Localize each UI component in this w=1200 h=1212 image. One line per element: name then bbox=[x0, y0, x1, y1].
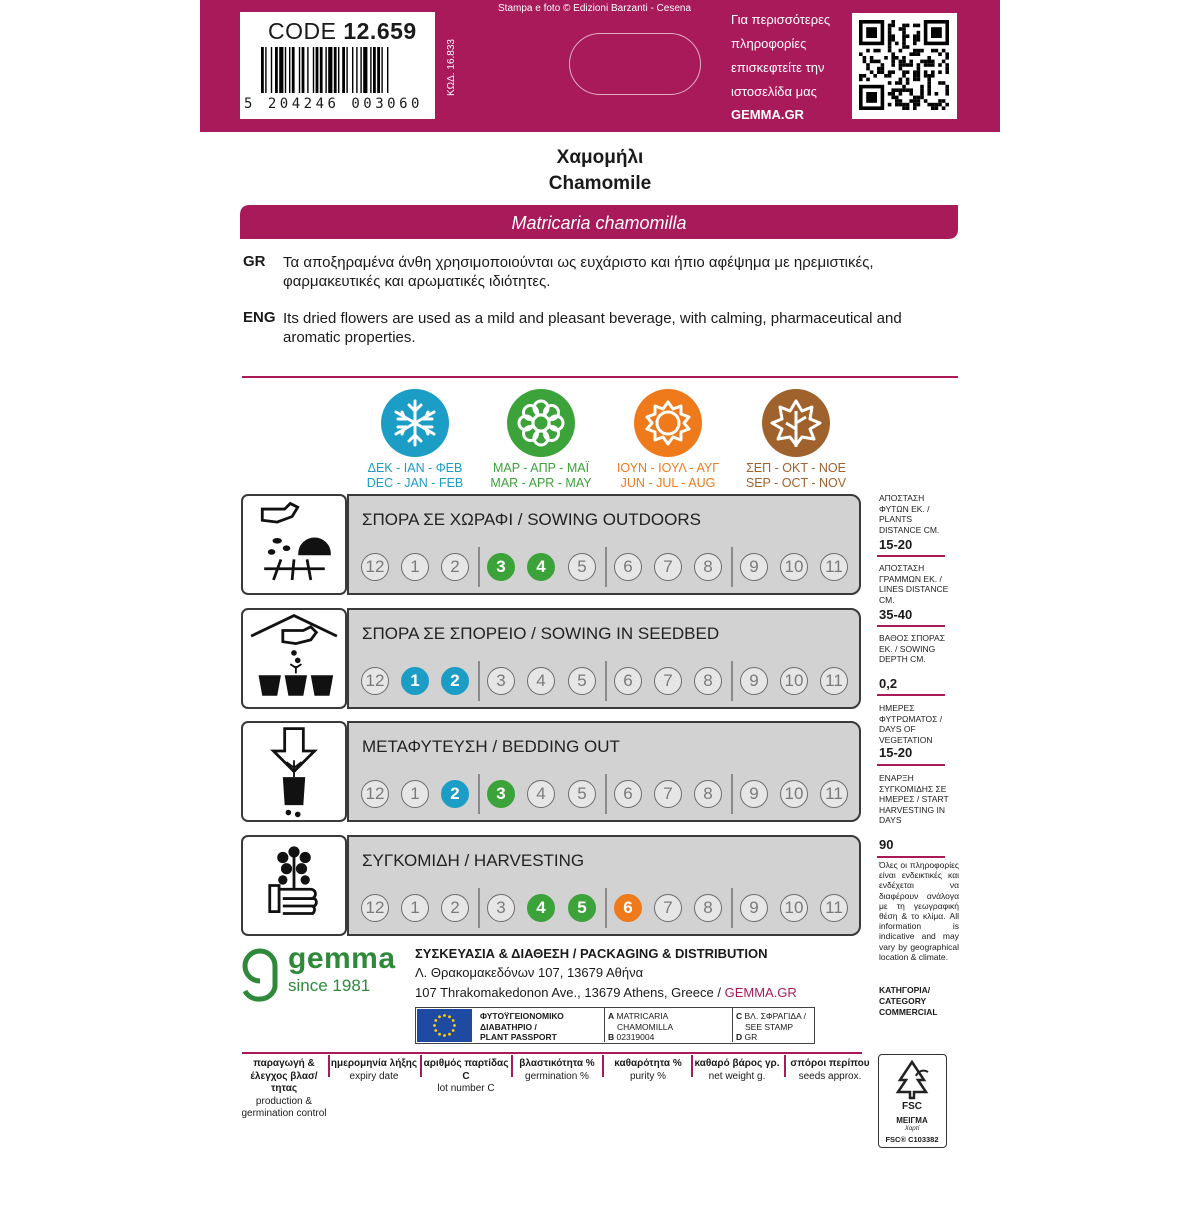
leaf-icon bbox=[762, 389, 830, 457]
title-greek: Χαμομήλι bbox=[556, 147, 644, 168]
month-3: 3 bbox=[487, 553, 515, 581]
month-1: 1 bbox=[401, 667, 429, 695]
month-group-divider bbox=[731, 547, 733, 587]
info-line: πληροφορίες bbox=[731, 36, 807, 51]
divider bbox=[420, 1055, 422, 1077]
month-group-divider bbox=[478, 774, 480, 814]
divider bbox=[877, 856, 945, 858]
month-11: 11 bbox=[820, 553, 848, 581]
latin-name: Matricaria chamomilla bbox=[511, 213, 687, 233]
side-data-value: 15-20 bbox=[879, 745, 913, 760]
month-6: 6 bbox=[614, 553, 642, 581]
season-label-gr: ΙΟΥΝ - ΙΟΥΛ - ΑΥΓ bbox=[616, 461, 720, 475]
snowflake-icon bbox=[381, 389, 449, 457]
month-2: 2 bbox=[441, 894, 469, 922]
month-6: 6 bbox=[614, 780, 642, 808]
description-gr: Τα αποξηραμένα άνθη χρησιμοποιούνται ως ευχάριστο και ήπιο αφέψημα με ηρεμιστικές, φαρμακευτικές και αρωματικές ιδιότητες. bbox=[283, 254, 874, 290]
brand-since: since 1981 bbox=[288, 976, 371, 995]
harvesting-icon bbox=[241, 835, 347, 936]
month-11: 11 bbox=[820, 894, 848, 922]
qr-code-icon[interactable] bbox=[852, 13, 957, 119]
month-group-divider bbox=[605, 661, 607, 701]
month-5: 5 bbox=[568, 553, 596, 581]
fsc-label: FSC ΜΕΙΓΜΑ Χαρτί FSC® C103382 bbox=[878, 1054, 947, 1148]
month-group-divider bbox=[605, 547, 607, 587]
brand-name: gemma bbox=[288, 942, 396, 975]
month-9: 9 bbox=[740, 667, 768, 695]
passport-c: C ΒΛ. ΣΦΡΑΓΙΔΑ / SEE STAMP D GR bbox=[736, 1011, 806, 1042]
month-group-divider bbox=[478, 547, 480, 587]
month-8: 8 bbox=[694, 553, 722, 581]
package-window bbox=[569, 33, 701, 95]
month-5: 5 bbox=[568, 667, 596, 695]
printer-credit: Stampa e foto © Edizioni Barzanti - Cesena bbox=[498, 3, 692, 14]
barcode-icon bbox=[261, 47, 429, 95]
sowing-outdoors-icon bbox=[241, 494, 347, 595]
divider bbox=[242, 1052, 862, 1054]
batch-info-column: βλαστικότητα % germination % bbox=[519, 1058, 595, 1082]
month-3: 3 bbox=[487, 894, 515, 922]
calendar-row-title: ΣΠΟΡΑ ΣΕ ΧΩΡΑΦΙ / SOWING OUTDOORS bbox=[362, 510, 701, 529]
side-data-label: ΑΠΟΣΤΑΣΗ ΦΥΤΩΝ ΕΚ. / PLANTS DISTANCE CM. bbox=[879, 493, 940, 535]
divider bbox=[328, 1055, 330, 1077]
month-12: 12 bbox=[361, 553, 389, 581]
season-label-gr: ΣΕΠ - ΟΚΤ - ΝΟΕ bbox=[746, 461, 846, 475]
month-7: 7 bbox=[654, 894, 682, 922]
side-data-value: 0,2 bbox=[879, 676, 898, 691]
category-label: ΚΑΤΗΓΟΡΙΑ/ CATEGORY COMMERCIAL bbox=[879, 985, 938, 1017]
month-group-divider bbox=[605, 888, 607, 928]
month-10: 10 bbox=[780, 553, 808, 581]
gemma-logo-icon bbox=[240, 947, 280, 1003]
month-8: 8 bbox=[694, 667, 722, 695]
month-1: 1 bbox=[401, 780, 429, 808]
calendar-row-title: ΜΕΤΑΦΥΤΕΥΣΗ / BEDDING OUT bbox=[362, 737, 620, 756]
month-group-divider bbox=[731, 888, 733, 928]
month-4: 4 bbox=[527, 667, 555, 695]
season-label-en: JUN - JUL - AUG bbox=[620, 476, 716, 490]
season-label-en: SEP - OCT - NOV bbox=[745, 476, 847, 490]
season-label-gr: ΔΕΚ - ΙΑΝ - ΦΕΒ bbox=[367, 461, 463, 475]
batch-info-column: καθαρότητα % purity % bbox=[614, 1058, 682, 1082]
calendar-row-title: ΣΠΟΡΑ ΣΕ ΣΠΟΡΕΙΟ / SOWING IN SEEDBED bbox=[362, 624, 720, 643]
description-en: Its dried flowers are used as a mild and pleasant beverage, with calming, pharmaceutical and aromatic properties. bbox=[283, 310, 902, 346]
side-data-label: ΑΠΟΣΤΑΣΗ ΓΡΑΜΜΩΝ ΕΚ. / LINES DISTANCE CM. bbox=[879, 563, 949, 605]
month-2: 2 bbox=[441, 667, 469, 695]
divider bbox=[242, 376, 958, 378]
side-note: Όλες οι πληροφορίες είναι ενδεικτικές και ενδέχεται να διαφέρουν ανάλογα με τη γεωγραφική θέση & το κλίμα. All information is indicative and may vary by geographical location & climate. bbox=[879, 860, 959, 962]
address-greek: Λ. Θρακομακεδόνων 107, 13679 Αθήνα bbox=[415, 965, 644, 980]
info-line: επισκεφτείτε την bbox=[731, 60, 825, 75]
side-data-label: ΗΜΕΡΕΣ ΦΥΤΡΩΜΑΤΟΣ / DAYS OF VEGETATION bbox=[879, 703, 943, 745]
batch-info-column: ημερομηνία λήξης expiry date bbox=[330, 1058, 418, 1082]
product-code: CODE 12.659 bbox=[268, 18, 417, 44]
lang-label-en: ENG bbox=[243, 309, 276, 326]
month-6: 6 bbox=[614, 894, 642, 922]
month-7: 7 bbox=[654, 667, 682, 695]
month-4: 4 bbox=[527, 780, 555, 808]
month-4: 4 bbox=[527, 553, 555, 581]
month-8: 8 bbox=[694, 894, 722, 922]
month-group-divider bbox=[478, 661, 480, 701]
side-data-value: 35-40 bbox=[879, 607, 913, 622]
month-12: 12 bbox=[361, 780, 389, 808]
website-link[interactable]: GEMMA.GR bbox=[731, 107, 804, 122]
month-6: 6 bbox=[614, 667, 642, 695]
passport-a: A MATRICARIA CHAMOMILLA B 02319004 bbox=[608, 1011, 674, 1042]
month-10: 10 bbox=[780, 667, 808, 695]
month-11: 11 bbox=[820, 780, 848, 808]
side-data-value: 15-20 bbox=[879, 537, 913, 552]
packaging-title: ΣΥΣΚΕΥΑΣΙΑ & ΔΙΑΘΕΣΗ / PACKAGING & DISTRIBUTION bbox=[415, 946, 768, 961]
info-line: Για περισσότερες bbox=[731, 12, 831, 27]
flower-icon bbox=[507, 389, 575, 457]
ean-number: 5 204246 003060 bbox=[244, 96, 423, 112]
month-group-divider bbox=[605, 774, 607, 814]
season-label-en: MAR - APR - MAY bbox=[490, 476, 592, 490]
month-group-divider bbox=[731, 661, 733, 701]
divider bbox=[877, 555, 945, 557]
sun-icon bbox=[634, 389, 702, 457]
batch-info-column: αριθμός παρτίδας C lot number C bbox=[423, 1058, 509, 1094]
side-data-label: ΒΑΘΟΣ ΣΠΟΡΑΣ ΕΚ. / SOWING DEPTH CM. bbox=[879, 633, 945, 664]
side-data-value: 90 bbox=[879, 837, 894, 852]
divider bbox=[784, 1055, 786, 1077]
month-12: 12 bbox=[361, 667, 389, 695]
month-8: 8 bbox=[694, 780, 722, 808]
month-1: 1 bbox=[401, 553, 429, 581]
address-english: 107 Thrakomakedonon Ave., 13679 Athens, Greece / GEMMA.GR bbox=[415, 985, 797, 1000]
month-9: 9 bbox=[740, 780, 768, 808]
month-2: 2 bbox=[441, 780, 469, 808]
plant-passport bbox=[415, 1007, 815, 1044]
info-line: ιστοσελίδα μας bbox=[731, 84, 817, 99]
passport-title: ΦΥΤΟΫΓΕΙΟΝΟΜΙΚΟ ΔΙΑΒΑΤΗΡΙΟ / PLANT PASSPORT bbox=[480, 1011, 564, 1042]
month-group-divider bbox=[731, 774, 733, 814]
month-5: 5 bbox=[568, 780, 596, 808]
batch-info-column: καθαρό βάρος γρ. net weight g. bbox=[694, 1058, 780, 1082]
website-link[interactable]: GEMMA.GR bbox=[724, 985, 797, 1000]
kod-code: ΚΩΔ. 16.833 bbox=[446, 39, 457, 96]
month-1: 1 bbox=[401, 894, 429, 922]
month-4: 4 bbox=[527, 894, 555, 922]
month-10: 10 bbox=[780, 780, 808, 808]
seedbed-icon bbox=[241, 608, 347, 709]
month-group-divider bbox=[478, 888, 480, 928]
month-3: 3 bbox=[487, 780, 515, 808]
side-data-label: ΕΝΑΡΞΗ ΣΥΓΚΟΜΙΔΗΣ ΣΕ ΗΜΕΡΕΣ / START HARVESTING IN DAYS bbox=[879, 773, 949, 825]
batch-info-column: παραγωγή & έλεγχος βλασ/τητας production & germination control bbox=[241, 1058, 327, 1119]
divider bbox=[691, 1055, 693, 1077]
divider bbox=[877, 764, 945, 766]
divider bbox=[877, 694, 945, 696]
month-10: 10 bbox=[780, 894, 808, 922]
divider bbox=[511, 1055, 513, 1077]
title-english: Chamomile bbox=[548, 173, 652, 194]
month-3: 3 bbox=[487, 667, 515, 695]
season-label-en: DEC - JAN - FEB bbox=[366, 476, 464, 490]
calendar-row-title: ΣΥΓΚΟΜΙΔΗ / HARVESTING bbox=[362, 851, 585, 870]
month-2: 2 bbox=[441, 553, 469, 581]
month-9: 9 bbox=[740, 553, 768, 581]
bedding-out-icon bbox=[241, 721, 347, 822]
lang-label-gr: GR bbox=[243, 253, 266, 270]
month-9: 9 bbox=[740, 894, 768, 922]
month-7: 7 bbox=[654, 780, 682, 808]
month-12: 12 bbox=[361, 894, 389, 922]
fsc-tree-icon bbox=[890, 1058, 934, 1102]
month-11: 11 bbox=[820, 667, 848, 695]
month-5: 5 bbox=[568, 894, 596, 922]
eu-flag-icon bbox=[417, 1009, 472, 1042]
season-label-gr: ΜΑΡ - ΑΠΡ - ΜΑΪ bbox=[492, 461, 590, 475]
divider bbox=[877, 625, 945, 627]
month-7: 7 bbox=[654, 553, 682, 581]
divider bbox=[602, 1055, 604, 1077]
batch-info-column: σπόροι περίπου seeds approx. bbox=[790, 1058, 870, 1082]
